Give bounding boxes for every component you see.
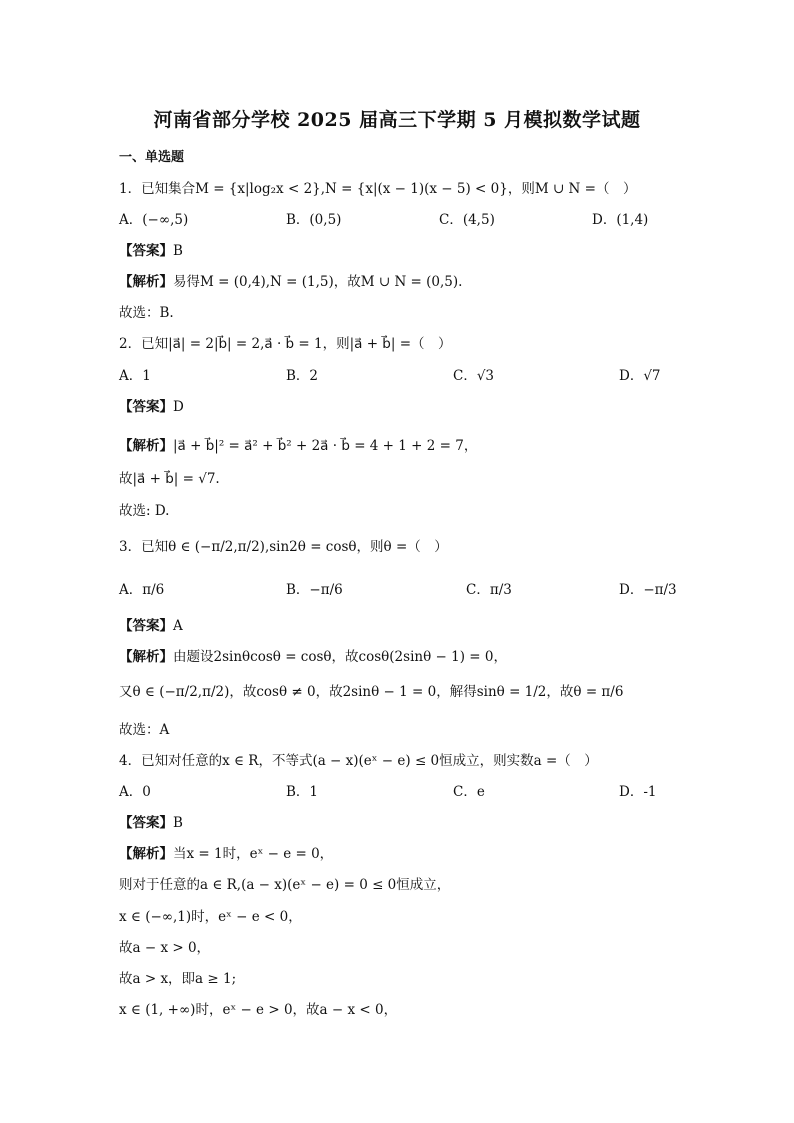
q2-option-c: C．√3	[453, 368, 495, 384]
q4-option-c: C．e	[453, 784, 485, 800]
answer-tag: 【答案】	[119, 815, 173, 831]
q2-option-b: B．2	[286, 368, 319, 384]
answer-value: A	[173, 618, 183, 634]
q3-conclusion: 故选：A	[119, 722, 170, 738]
q2-conclusion: 故选: D.	[119, 503, 170, 519]
q1-option-a: A．(−∞,5)	[119, 212, 189, 228]
analysis-tag: 【解析】	[119, 846, 173, 862]
q3-option-d: D．−π/3	[619, 582, 677, 598]
analysis-text: 当x = 1时，eˣ − e = 0，	[173, 846, 334, 862]
q4-analysis-line: 故a − x > 0，	[119, 940, 211, 956]
q1-option-d: D．(1,4)	[592, 212, 649, 228]
q4-analysis-line: 故a > x，即a ≥ 1;	[119, 971, 237, 987]
analysis-tag: 【解析】	[119, 438, 173, 454]
q1-option-b: B．(0,5)	[286, 212, 342, 228]
q2-answer	[119, 395, 184, 415]
q3-analysis	[119, 645, 507, 665]
q3-option-b: B．−π/6	[286, 582, 343, 598]
q4-option-d: D．-1	[619, 784, 657, 800]
q4-option-a: A．0	[119, 784, 151, 800]
q2-stem: 2．已知|a⃗| = 2|b⃗| = 2,a⃗ · b⃗ = 1，则|a⃗ + b⃗| =（ ）	[119, 336, 452, 352]
q4-option-b: B．1	[286, 784, 319, 800]
q2-option-a: A．1	[119, 368, 151, 384]
answer-tag: 【答案】	[119, 243, 173, 259]
analysis-text: 易得M = (0,4),N = (1,5)，故M ∪ N = (0,5).	[173, 274, 463, 290]
answer-tag: 【答案】	[119, 618, 173, 634]
q2-option-d: D．√7	[619, 368, 661, 384]
q2-analysis	[119, 434, 477, 454]
q4-analysis-line: x ∈ (−∞,1)时，eˣ − e < 0，	[119, 909, 302, 925]
q3-stem: 3．已知θ ∈ (−π/2,π/2),sin2θ = cosθ，则θ =（ ）	[119, 539, 448, 555]
q4-answer	[119, 811, 183, 831]
analysis-tag: 【解析】	[119, 649, 173, 665]
q4-analysis-line: x ∈ (1, +∞)时，eˣ − e > 0，故a − x < 0，	[119, 1002, 398, 1018]
q1-analysis	[119, 270, 462, 290]
q2-analysis-2: 故|a⃗ + b⃗| = √7.	[119, 471, 220, 487]
analysis-tag: 【解析】	[119, 274, 173, 290]
q3-option-a: A．π/6	[119, 582, 165, 598]
answer-value: D	[173, 399, 184, 415]
q1-answer	[119, 239, 183, 259]
q1-conclusion: 故选：B.	[119, 305, 174, 321]
answer-value: B	[173, 815, 183, 831]
q4-analysis-line: 则对于任意的a ∈ R,(a − x)(eˣ − e) = 0 ≤ 0恒成立，	[119, 877, 451, 893]
section-heading: 一、单选题	[119, 150, 185, 165]
q3-answer	[119, 614, 183, 634]
q1-option-c: C．(4,5)	[439, 212, 495, 228]
answer-value: B	[173, 243, 183, 259]
q4-stem: 4．已知对任意的x ∈ R，不等式(a − x)(eˣ − e) ≤ 0恒成立，则实数a =（ ）	[119, 753, 598, 769]
answer-tag: 【答案】	[119, 399, 173, 415]
analysis-text: 由题设2sinθcosθ = cosθ，故cosθ(2sinθ − 1) = 0，	[173, 649, 507, 665]
document-title: 河南省部分学校 2025 届高三下学期 5 月模拟数学试题	[153, 109, 641, 131]
q1-stem: 1．已知集合M = {x|log₂x < 2},N = {x|(x − 1)(x − 5) < 0}，则M ∪ N =（ ）	[119, 181, 637, 197]
q3-option-c: C．π/3	[466, 582, 512, 598]
q4-analysis	[119, 842, 333, 862]
analysis-text: |a⃗ + b⃗|² = a⃗² + b⃗² + 2a⃗ · b⃗ = 4 + 1 + 2 = 7，	[173, 438, 478, 454]
q3-analysis-2: 又θ ∈ (−π/2,π/2)，故cosθ ≠ 0，故2sinθ − 1 = 0，解得sinθ = 1/2，故θ = π/6	[119, 684, 624, 700]
